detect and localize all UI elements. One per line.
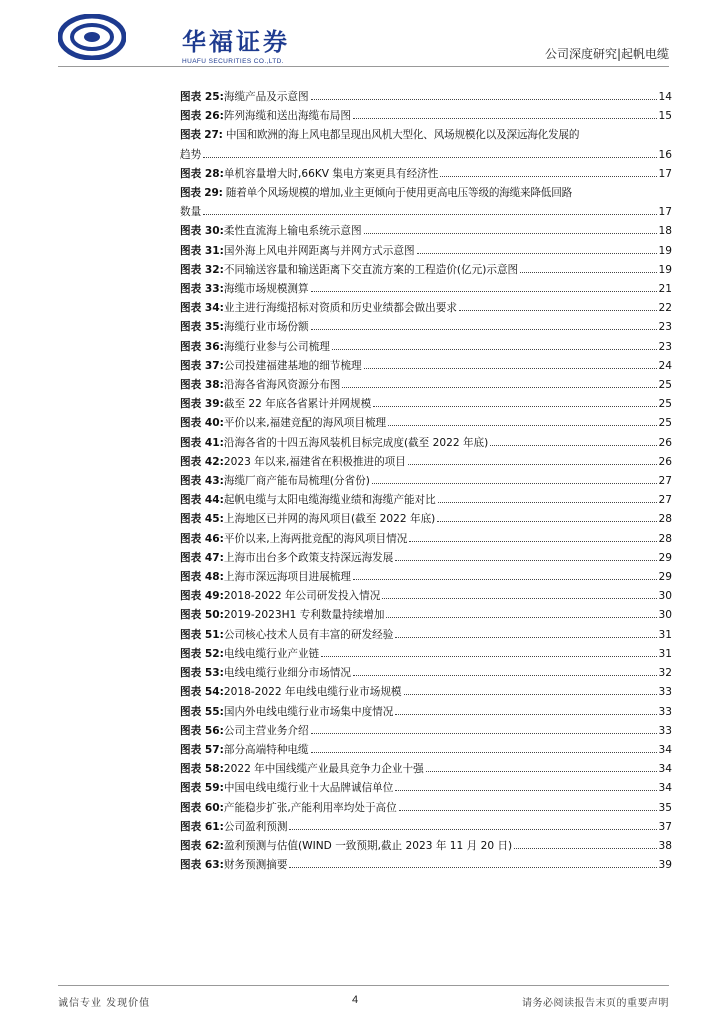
toc-entry[interactable] <box>180 184 672 222</box>
dot-leader <box>440 176 656 177</box>
page-number: 4 <box>352 994 359 1006</box>
toc-entry-label: 图表 49: <box>180 590 224 603</box>
toc-entry[interactable] <box>180 510 672 529</box>
logo-chinese-name: 华福证券 <box>182 28 290 56</box>
toc-entry-label: 图表 26: <box>180 110 224 123</box>
toc-entry[interactable] <box>180 472 672 491</box>
toc-entry-label: 图表 56: <box>180 724 224 737</box>
toc-entry-page: 27 <box>658 494 672 507</box>
toc-entry-label: 图表 30: <box>180 225 224 238</box>
toc-entry-label: 图表 57: <box>180 743 224 756</box>
toc-entry-title: 部分高端特种电缆 <box>223 743 309 756</box>
toc-entry[interactable] <box>180 741 672 760</box>
dot-leader <box>437 521 656 522</box>
dot-leader <box>520 272 656 273</box>
toc-entry-page: 25 <box>658 379 672 392</box>
dot-leader <box>382 598 656 599</box>
toc-entry[interactable] <box>180 261 672 280</box>
dot-leader <box>353 579 657 580</box>
toc-entry[interactable] <box>180 703 672 722</box>
toc-entry-label: 图表 35: <box>180 321 224 334</box>
toc-entry-page: 39 <box>658 859 672 872</box>
dot-leader <box>459 310 657 311</box>
dot-leader <box>311 99 657 100</box>
toc-entry-title: 2022 年中国线缆产业最具竞争力企业十强 <box>223 763 424 776</box>
toc-entry-page: 25 <box>658 417 672 430</box>
toc-entry-title: 海缆厂商产能布局梳理(分省份) <box>223 475 370 488</box>
toc-entry-label: 图表 61: <box>180 820 224 833</box>
toc-entry-title: 不同输送容量和输送距离下交直流方案的工程造价(亿元)示意图 <box>223 263 519 276</box>
toc-entry-label: 图表 55: <box>180 705 224 718</box>
toc-entry-title: 财务预测摘要 <box>223 859 288 872</box>
toc-entry-page: 29 <box>658 571 672 584</box>
toc-entry[interactable] <box>180 222 672 241</box>
toc-entry-label: 图表 46: <box>180 532 224 545</box>
toc-entry-page: 23 <box>658 340 672 353</box>
toc-entry-label: 图表 25: <box>180 91 224 103</box>
toc-entry[interactable] <box>180 453 672 472</box>
dot-leader <box>395 790 656 791</box>
toc-entry-title: 随着单个风场规模的增加,业主更倾向于使用更高电压等级的海缆来降低回路 <box>225 187 572 200</box>
toc-entry[interactable] <box>180 491 672 510</box>
toc-entry[interactable] <box>180 818 672 837</box>
toc-entry[interactable] <box>180 799 672 818</box>
dot-leader <box>417 253 657 254</box>
toc-entry-title: 公司核心技术人员有丰富的研发经验 <box>223 628 394 641</box>
figure-table-of-contents <box>180 88 672 875</box>
toc-entry-page: 33 <box>658 705 672 718</box>
toc-entry[interactable] <box>180 88 672 107</box>
report-tag: 公司深度研究|起帆电缆 <box>544 47 669 61</box>
toc-entry-title: 平价以来,上海两批竞配的海风项目情况 <box>223 532 408 545</box>
toc-entry[interactable] <box>180 107 672 126</box>
toc-entry-page: 31 <box>658 647 672 660</box>
toc-entry-label: 图表 62: <box>180 839 224 852</box>
toc-entry[interactable] <box>180 587 672 606</box>
dot-leader <box>311 733 657 734</box>
toc-entry-label: 图表 38: <box>180 379 224 392</box>
toc-entry-title: 柔性直流海上输电系统示意图 <box>223 225 362 238</box>
toc-entry-title: 业主进行海缆招标对资质和历史业绩都会做出要求 <box>223 302 457 315</box>
toc-entry-title: 单机容量增大时,66KV 集电方案更具有经济性 <box>223 167 439 180</box>
toc-entry[interactable] <box>180 357 672 376</box>
toc-entry-page: 17 <box>658 206 672 219</box>
toc-entry-page: 28 <box>658 532 672 545</box>
toc-entry-title: 沿海各省海风资源分布图 <box>223 379 341 392</box>
toc-entry[interactable] <box>180 434 672 453</box>
toc-entry-label: 图表 36: <box>180 340 224 353</box>
toc-entry[interactable] <box>180 338 672 357</box>
toc-entry[interactable] <box>180 606 672 625</box>
toc-entry[interactable] <box>180 760 672 779</box>
toc-entry-title: 公司投建福建基地的细节梳理 <box>223 359 362 372</box>
toc-entry-title: 阵列海缆和送出海缆布局图 <box>223 110 351 123</box>
toc-entry-title: 海缆行业参与公司梳理 <box>223 340 330 353</box>
toc-entry[interactable] <box>180 664 672 683</box>
footer-divider <box>58 985 669 986</box>
toc-entry-title: 起帆电缆与太阳电缆海缆业绩和海缆产能对比 <box>223 494 436 507</box>
toc-entry-title: 沿海各省的十四五海风装机目标完成度(截至 2022 年底) <box>223 436 489 449</box>
toc-entry-label: 图表 45: <box>180 513 224 526</box>
toc-entry-title: 2018-2022 年电线电缆行业市场规模 <box>223 686 402 699</box>
toc-entry-page: 38 <box>658 839 672 852</box>
toc-entry-page: 27 <box>658 475 672 488</box>
toc-entry-title: 国外海上风电并网距离与并网方式示意图 <box>223 244 415 257</box>
toc-entry-title: 国内外电线电缆行业市场集中度情况 <box>223 705 394 718</box>
toc-entry-label: 图表 31: <box>180 244 224 257</box>
dot-leader <box>514 848 656 849</box>
toc-entry-title: 盈利预测与估值(WIND 一致预期,截止 2023 年 11 月 20 日) <box>223 839 513 852</box>
toc-entry-page: 34 <box>658 763 672 776</box>
toc-entry-page: 17 <box>658 167 672 180</box>
toc-entry-title: 海缆产品及示意图 <box>223 91 309 103</box>
toc-entry[interactable] <box>180 280 672 299</box>
dot-leader <box>311 291 657 292</box>
toc-entry-title: 海缆行业市场份额 <box>223 321 309 334</box>
toc-entry-label: 图表 41: <box>180 436 224 449</box>
toc-entry-title: 2018-2022 年公司研发投入情况 <box>223 590 381 603</box>
dot-leader <box>289 867 656 868</box>
toc-entry-page: 21 <box>658 283 672 296</box>
dot-leader <box>203 214 656 215</box>
toc-entry[interactable] <box>180 549 672 568</box>
toc-entry-label: 图表 48: <box>180 571 224 584</box>
logo-english-name: HUAFU SECURITIES CO.,LTD. <box>182 58 284 65</box>
toc-entry-page: 33 <box>658 724 672 737</box>
toc-entry-title: 中国和欧洲的海上风电都呈现出风机大型化、风场规模化以及深远海化发展的 <box>225 129 580 142</box>
dot-leader <box>353 675 657 676</box>
toc-entry[interactable] <box>180 530 672 549</box>
dot-leader <box>388 425 656 426</box>
dot-leader <box>353 118 657 119</box>
toc-entry[interactable] <box>180 242 672 261</box>
toc-entry-page: 37 <box>658 820 672 833</box>
toc-entry-label: 图表 63: <box>180 859 224 872</box>
toc-entry-label: 图表 51: <box>180 628 224 641</box>
toc-entry[interactable] <box>180 645 672 664</box>
toc-entry-title: 截至 22 年底各省累计并网规模 <box>223 398 372 411</box>
toc-entry-label: 图表 54: <box>180 686 224 699</box>
toc-entry[interactable] <box>180 414 672 433</box>
toc-entry-label: 图表 60: <box>180 801 224 814</box>
toc-entry[interactable] <box>180 856 672 875</box>
toc-entry-label: 图表 39: <box>180 398 224 411</box>
dot-leader <box>342 387 656 388</box>
dot-leader <box>364 368 657 369</box>
toc-entry[interactable] <box>180 722 672 741</box>
toc-entry-page: 33 <box>658 686 672 699</box>
toc-entry-label: 图表 37: <box>180 359 224 372</box>
toc-entry-title: 电线电缆行业细分市场情况 <box>223 667 351 680</box>
toc-entry[interactable] <box>180 837 672 856</box>
dot-leader <box>395 560 656 561</box>
toc-entry-label: 图表 47: <box>180 551 224 564</box>
logo-swirl-icon <box>58 14 126 60</box>
toc-entry[interactable] <box>180 165 672 184</box>
toc-entry-title: 公司主营业务介绍 <box>223 724 309 737</box>
toc-entry-label: 图表 50: <box>180 609 224 622</box>
toc-entry-label: 图表 34: <box>180 302 224 315</box>
toc-entry-title: 上海市出台多个政策支持深远海发展 <box>223 551 394 564</box>
dot-leader <box>203 157 656 158</box>
toc-entry-page: 23 <box>658 321 672 334</box>
toc-entry-title: 公司盈利预测 <box>223 820 288 833</box>
dot-leader <box>311 329 657 330</box>
toc-entry-page: 19 <box>658 263 672 276</box>
toc-entry-label: 图表 29: <box>180 187 223 200</box>
dot-leader <box>395 714 656 715</box>
toc-entry-page: 14 <box>658 91 672 103</box>
toc-entry-title: 2019-2023H1 专利数量持续增加 <box>223 609 385 622</box>
dot-leader <box>373 406 656 407</box>
toc-entry-title: 产能稳步扩张,产能利用率均处于高位 <box>223 801 397 814</box>
toc-entry-page: 29 <box>658 551 672 564</box>
toc-entry[interactable] <box>180 376 672 395</box>
toc-entry-page: 16 <box>658 148 672 161</box>
dot-leader <box>395 637 656 638</box>
toc-entry-page: 25 <box>658 398 672 411</box>
toc-entry-title: 海缆市场规模测算 <box>223 283 309 296</box>
dot-leader <box>438 502 657 503</box>
toc-entry[interactable] <box>180 568 672 587</box>
dot-leader <box>289 829 656 830</box>
toc-entry-title: 上海地区已并网的海风项目(截至 2022 年底) <box>223 513 436 526</box>
toc-entry-label: 图表 44: <box>180 494 224 507</box>
toc-entry[interactable] <box>180 395 672 414</box>
dot-leader <box>409 541 656 542</box>
company-logo <box>58 14 290 65</box>
toc-entry-label: 图表 42: <box>180 455 224 468</box>
toc-entry[interactable] <box>180 779 672 798</box>
footer-slogan: 诚信专业 发现价值 <box>58 998 151 1009</box>
dot-leader <box>490 445 656 446</box>
toc-entry-title: 电线电缆行业产业链 <box>223 647 320 660</box>
toc-entry-title-continued: 趋势 <box>180 148 202 161</box>
toc-entry-page: 35 <box>658 801 672 814</box>
toc-entry-label: 图表 32: <box>180 263 224 276</box>
toc-entry-label: 图表 33: <box>180 283 224 296</box>
dot-leader <box>404 694 657 695</box>
toc-entry-label: 图表 27: <box>180 129 223 142</box>
toc-entry-title: 平价以来,福建竞配的海风项目梳理 <box>223 417 387 430</box>
toc-entry-label: 图表 53: <box>180 667 224 680</box>
toc-entry-title: 2023 年以来,福建省在积极推进的项目 <box>223 455 406 468</box>
dot-leader <box>311 752 657 753</box>
toc-entry-label: 图表 43: <box>180 475 224 488</box>
toc-entry-title-continued: 数量 <box>180 206 202 219</box>
dot-leader <box>364 233 657 234</box>
dot-leader <box>426 771 657 772</box>
toc-entry-page: 24 <box>658 359 672 372</box>
toc-entry-title: 上海市深远海项目进展梳理 <box>223 571 351 584</box>
dot-leader <box>372 483 657 484</box>
dot-leader <box>386 617 656 618</box>
toc-entry[interactable] <box>180 683 672 702</box>
toc-entry-page: 31 <box>658 628 672 641</box>
header-divider <box>58 66 669 67</box>
footer-disclaimer: 请务必阅读报告末页的重要声明 <box>522 998 669 1009</box>
toc-entry-page: 30 <box>658 590 672 603</box>
toc-entry[interactable] <box>180 126 672 164</box>
toc-entry-page: 34 <box>658 743 672 756</box>
toc-entry-page: 19 <box>658 244 672 257</box>
toc-entry-page: 32 <box>658 667 672 680</box>
toc-entry-page: 26 <box>658 455 672 468</box>
toc-entry-page: 26 <box>658 436 672 449</box>
toc-entry-label: 图表 59: <box>180 782 224 795</box>
toc-entry-page: 18 <box>658 225 672 238</box>
toc-entry[interactable] <box>180 626 672 645</box>
toc-entry-label: 图表 52: <box>180 647 224 660</box>
toc-entry-page: 15 <box>658 110 672 123</box>
dot-leader <box>408 464 657 465</box>
toc-entry-label: 图表 40: <box>180 417 224 430</box>
toc-entry-page: 34 <box>658 782 672 795</box>
toc-entry[interactable] <box>180 318 672 337</box>
dot-leader <box>321 656 656 657</box>
toc-entry-page: 30 <box>658 609 672 622</box>
toc-entry-title: 中国电线电缆行业十大品牌诚信单位 <box>223 782 394 795</box>
toc-entry-page: 22 <box>658 302 672 315</box>
dot-leader <box>332 349 657 350</box>
dot-leader <box>399 810 657 811</box>
toc-entry-label: 图表 28: <box>180 167 224 180</box>
toc-entry-label: 图表 58: <box>180 763 224 776</box>
toc-entry-page: 28 <box>658 513 672 526</box>
toc-entry[interactable] <box>180 299 672 318</box>
